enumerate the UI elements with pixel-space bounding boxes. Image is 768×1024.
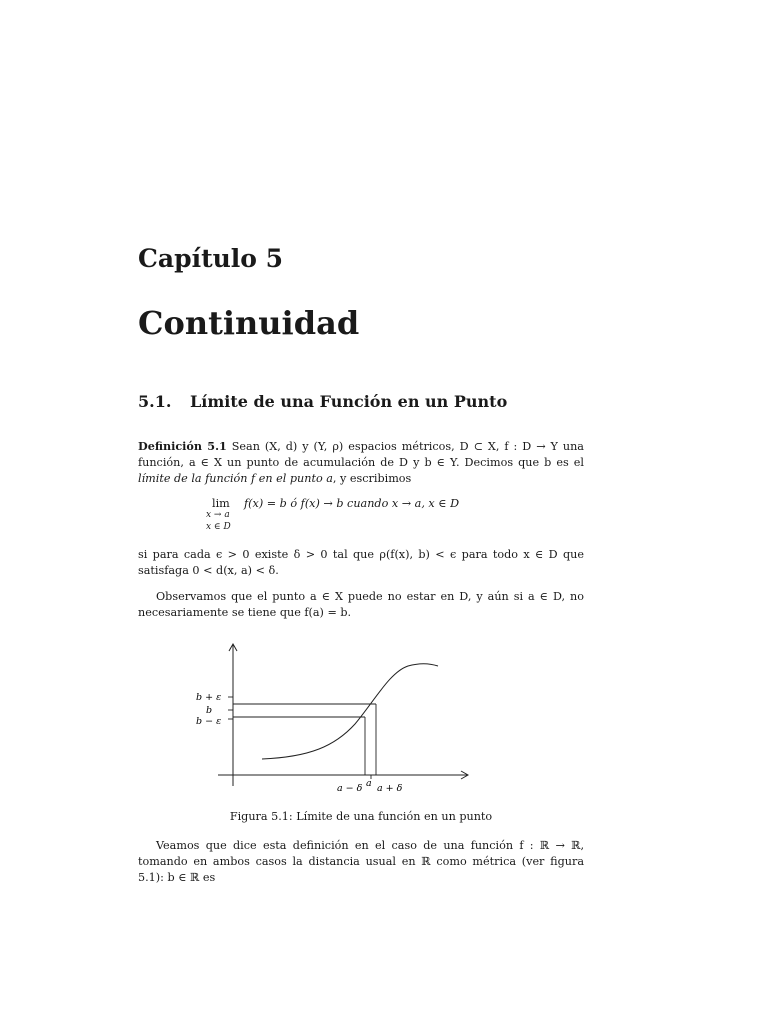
figure-caption: Figura 5.1: Límite de una función en un punto bbox=[229, 810, 493, 823]
limit-expression: f(x) = b ó f(x) → b cuando x → a, x ∈ D bbox=[244, 497, 460, 510]
figure-svg bbox=[190, 636, 480, 802]
label-b: b bbox=[206, 705, 213, 716]
final-paragraph: Veamos que dice esta definición en el caso de una función f : ℝ → ℝ, tomando en ambos casos la distancia usual en ℝ como métrica (ver figura 5.1): b ∈ ℝ es bbox=[138, 839, 584, 884]
lim-subscript-1: x → a bbox=[206, 510, 230, 520]
definition-term: límite de la función f en el punto a bbox=[138, 472, 333, 485]
label-b-plus: b + ε bbox=[196, 692, 222, 703]
label-a-minus: a − δ bbox=[337, 783, 363, 794]
observation-paragraph: Observamos que el punto a ∈ X puede no estar en D, y aún si a ∈ D, no necesariamente se tiene que f(a) = b. bbox=[138, 590, 584, 619]
section-title: Límite de una Función en un Punto bbox=[190, 392, 508, 411]
definition-paragraph bbox=[138, 438, 584, 487]
lim-word: lim bbox=[212, 497, 230, 510]
label-a-plus: a + δ bbox=[377, 783, 403, 794]
definition-intro: Sean (X, d) y (Y, ρ) espacios métricos, D ⊂ X, f : D → Y una función, a ∈ X un punto de acumulación de D y b ∈ Y. Decimos que b es el bbox=[138, 440, 584, 469]
label-a: a bbox=[366, 778, 372, 789]
definition-label: Definición 5.1 bbox=[138, 439, 227, 453]
lim-subscript-2: x ∈ D bbox=[206, 522, 231, 532]
condition-paragraph: si para cada ϵ > 0 existe δ > 0 tal que ρ(f(x), b) < ϵ para todo x ∈ D que satisfaga 0 < d(x, a) < δ. bbox=[138, 548, 584, 577]
section-number: 5.1. bbox=[138, 392, 172, 411]
label-b-minus: b − ε bbox=[196, 716, 222, 727]
function-curve bbox=[262, 664, 438, 759]
definition-after-term: , y escribimos bbox=[332, 472, 412, 485]
section-heading bbox=[138, 392, 507, 411]
figure-limit bbox=[190, 636, 480, 802]
chapter-title: Continuidad bbox=[138, 304, 360, 342]
chapter-label: Capítulo 5 bbox=[138, 244, 284, 273]
